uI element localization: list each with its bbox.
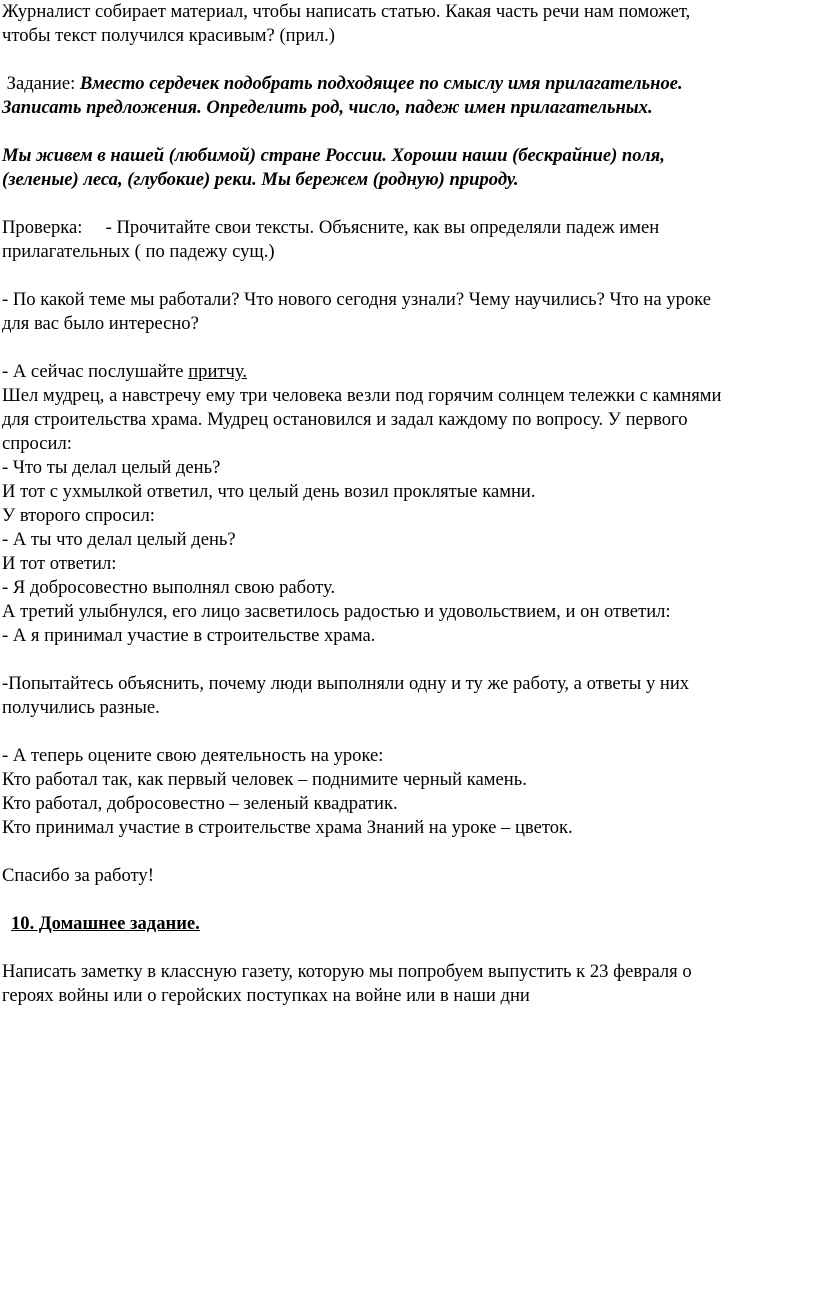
explain-line-1: -Попытайтесь объяснить, почему люди выполняли одну и ту же работу, а ответы у них bbox=[2, 673, 690, 694]
parable-intro-line bbox=[2, 360, 814, 384]
homework-line-2: героях войны или о геройских поступках на войне или в наши дни bbox=[2, 985, 530, 1006]
parable-line: И тот ответил: bbox=[2, 553, 117, 574]
spacer bbox=[2, 888, 814, 912]
homework-heading-line bbox=[2, 912, 814, 936]
evaluate-line: Кто принимал участие в строительстве храма Знаний на уроке – цветок. bbox=[2, 817, 573, 838]
parable-line: - Я добросовестно выполнял свою работу. bbox=[2, 577, 336, 598]
spacer bbox=[2, 48, 814, 72]
parable-line: У второго спросил: bbox=[2, 505, 155, 526]
parable-line: А третий улыбнулся, его лицо засветилось радостью и удовольствием, и он ответил: bbox=[2, 601, 671, 622]
task-line-2: Записать предложения. Определить род, число, падеж имен прилагательных. bbox=[2, 97, 653, 118]
task-text-1: Вместо сердечек подобрать подходящее по смыслу имя прилагательное. bbox=[79, 73, 683, 94]
evaluate-line: Кто работал так, как первый человек – поднимите черный камень. bbox=[2, 769, 527, 790]
sentences-line-1: Мы живем в нашей (любимой) стране России. Хороши наши (бескрайние) поля, bbox=[2, 145, 665, 166]
parable-line: для строительства храма. Мудрец остановился и задал каждому по вопросу. У первого bbox=[2, 409, 688, 430]
spacer bbox=[2, 120, 814, 144]
sentences-line-2: (зеленые) леса, (глубокие) реки. Мы бережем (родную) природу. bbox=[2, 169, 519, 190]
task-label: Задание: bbox=[2, 73, 80, 94]
spacer bbox=[2, 648, 814, 672]
intro-line-1: Журналист собирает материал, чтобы написать статью. Какая часть речи нам поможет, bbox=[2, 1, 691, 22]
parable-line: Шел мудрец, а навстречу ему три человека везли под горячим солнцем тележки с камнями bbox=[2, 385, 722, 406]
homework-heading: 10. Домашнее задание. bbox=[11, 913, 200, 934]
spacer bbox=[2, 720, 814, 744]
parable-line: И тот с ухмылкой ответил, что целый день возил проклятые камни. bbox=[2, 481, 536, 502]
parable-line: - Что ты делал целый день? bbox=[2, 457, 221, 478]
homework-line-1: Написать заметку в классную газету, которую мы попробуем выпустить к 23 февраля о bbox=[2, 961, 692, 982]
parable-intro: - А сейчас послушайте bbox=[2, 361, 189, 382]
check-line-1: Проверка: - Прочитайте свои тексты. Объясните, как вы определяли падеж имен bbox=[2, 217, 660, 238]
spacer bbox=[2, 936, 814, 960]
explain-line-2: получились разные. bbox=[2, 697, 160, 718]
task-line-1 bbox=[2, 72, 814, 96]
parable-line: спросил: bbox=[2, 433, 72, 454]
evaluate-line: Кто работал, добросовестно – зеленый квадратик. bbox=[2, 793, 398, 814]
check-line-2: прилагательных ( по падежу сущ.) bbox=[2, 241, 275, 262]
reflection-line-1: - По какой теме мы работали? Что нового сегодня узнали? Чему научились? Что на уроке bbox=[2, 289, 711, 310]
spacer bbox=[2, 336, 814, 360]
parable-word: притчу. bbox=[188, 361, 247, 382]
parable-line: - А ты что делал целый день? bbox=[2, 529, 236, 550]
parable-line: - А я принимал участие в строительстве храма. bbox=[2, 625, 376, 646]
spacer bbox=[2, 840, 814, 864]
thanks-text: Спасибо за работу! bbox=[2, 865, 154, 886]
spacer bbox=[2, 192, 814, 216]
intro-line-2: чтобы текст получился красивым? (прил.) bbox=[2, 25, 335, 46]
evaluate-line: - А теперь оцените свою деятельность на уроке: bbox=[2, 745, 384, 766]
spacer bbox=[2, 264, 814, 288]
reflection-line-2: для вас было интересно? bbox=[2, 313, 199, 334]
